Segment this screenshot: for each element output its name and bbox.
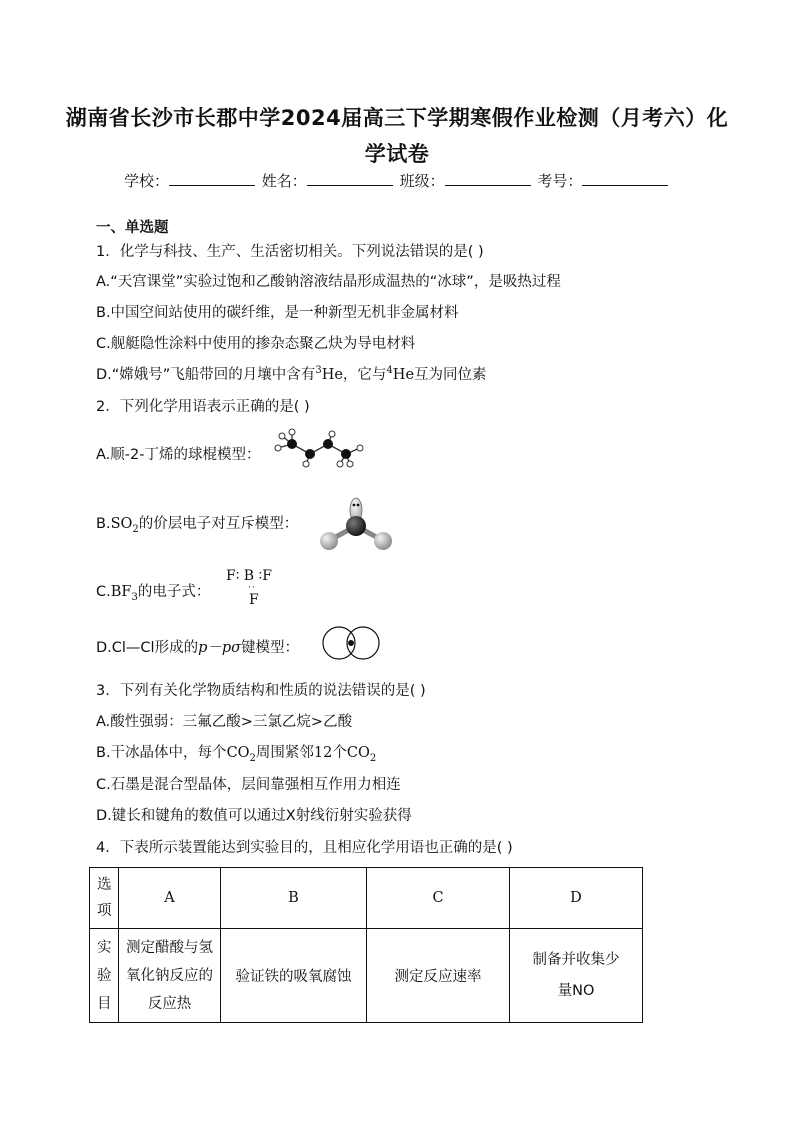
q1-option-b: B.中国空间站使用的碳纤维，是一种新型无机非金属材料 [96,305,459,321]
table-cell-a: 测定醋酸与氢氧化钠反应的反应热 [119,929,221,1023]
table-row-label: 实验目 [90,929,119,1023]
school-label: 学校： [124,172,170,190]
q3-option-c: C.石墨是混合型晶体，层间靠强相互作用力相连 [96,777,401,793]
q1-option-d: D.“嫦娥号”飞船带回的月壤中含有$^3$He，它与$^4$He互为同位素 [96,365,487,383]
table-header-d: D [510,868,643,929]
p-p-sigma-bond-model [319,624,383,662]
q2-stem: 2．下列化学用语表示正确的是( ) [96,399,310,415]
table-header-label: 选项 [90,868,119,929]
q2-option-a: A.顺-2-丁烯的球棍模型： [96,447,261,463]
table-cell-b: 验证铁的吸氧腐蚀 [221,929,367,1023]
table-cell-d: 制备并收集少量NO [510,929,643,1023]
table-header-b: B [221,868,367,929]
section-heading: 一、单选题 [96,220,169,236]
so2-vsepr-model [316,496,396,554]
q3-option-b: B.干冰晶体中，每个$CO_2$周围紧邻12个$CO_2$ [96,745,377,764]
bf3-electron-formula: F∶ B ∶F ·· F [226,568,272,608]
q2-option-c: $C.BF_3$的电子式： [96,584,211,603]
q3-stem: 3．下列有关化学物质结构和性质的说法错误的是( ) [96,683,426,699]
q2-option-b: $B.SO_2$的价层电子对互斥模型： [96,516,299,535]
q3-option-d: D.键长和键角的数值可以通过X射线衍射实验获得 [96,808,412,824]
q4-stem: 4．下表所示装置能达到实验目的，且相应化学用语也正确的是( ) [96,840,513,856]
student-info [124,170,670,191]
table-header-a: A [119,868,221,929]
name-field[interactable] [307,171,393,186]
name-label: 姓名： [261,172,307,190]
q3-option-a: A.酸性强弱：三氟乙酸>三氯乙烷>乙酸 [96,714,353,730]
title-line-2: 学试卷 [364,142,430,166]
q1-option-a: A.“天宫课堂”实验过饱和乙酸钠溶液结晶形成温热的“冰球”，是吸热过程 [96,274,561,290]
q2-option-d: D.Cl—Cl形成的p－pσ键模型： [96,640,300,656]
table-header-c: C [367,868,510,929]
q1-stem: 1．化学与科技、生产、生活密切相关。下列说法错误的是( ) [96,244,484,260]
id-field[interactable] [582,171,668,186]
id-label: 考号： [537,172,583,190]
q1-option-c: C.舰艇隐性涂料中使用的掺杂态聚乙炔为导电材料 [96,336,416,352]
cis-2-butene-ball-stick-model [270,426,370,468]
school-field[interactable] [169,171,255,186]
title-line-1: 湖南省长沙市长郡中学2024届高三下学期寒假作业检测（月考六）化 [65,106,729,130]
table-cell-c: 测定反应速率 [367,929,510,1023]
class-field[interactable] [445,171,531,186]
table-row [90,929,643,1023]
q4-table [89,867,643,1023]
exam-title [60,100,734,172]
table-header-row [90,868,643,929]
class-label: 班级： [399,172,445,190]
